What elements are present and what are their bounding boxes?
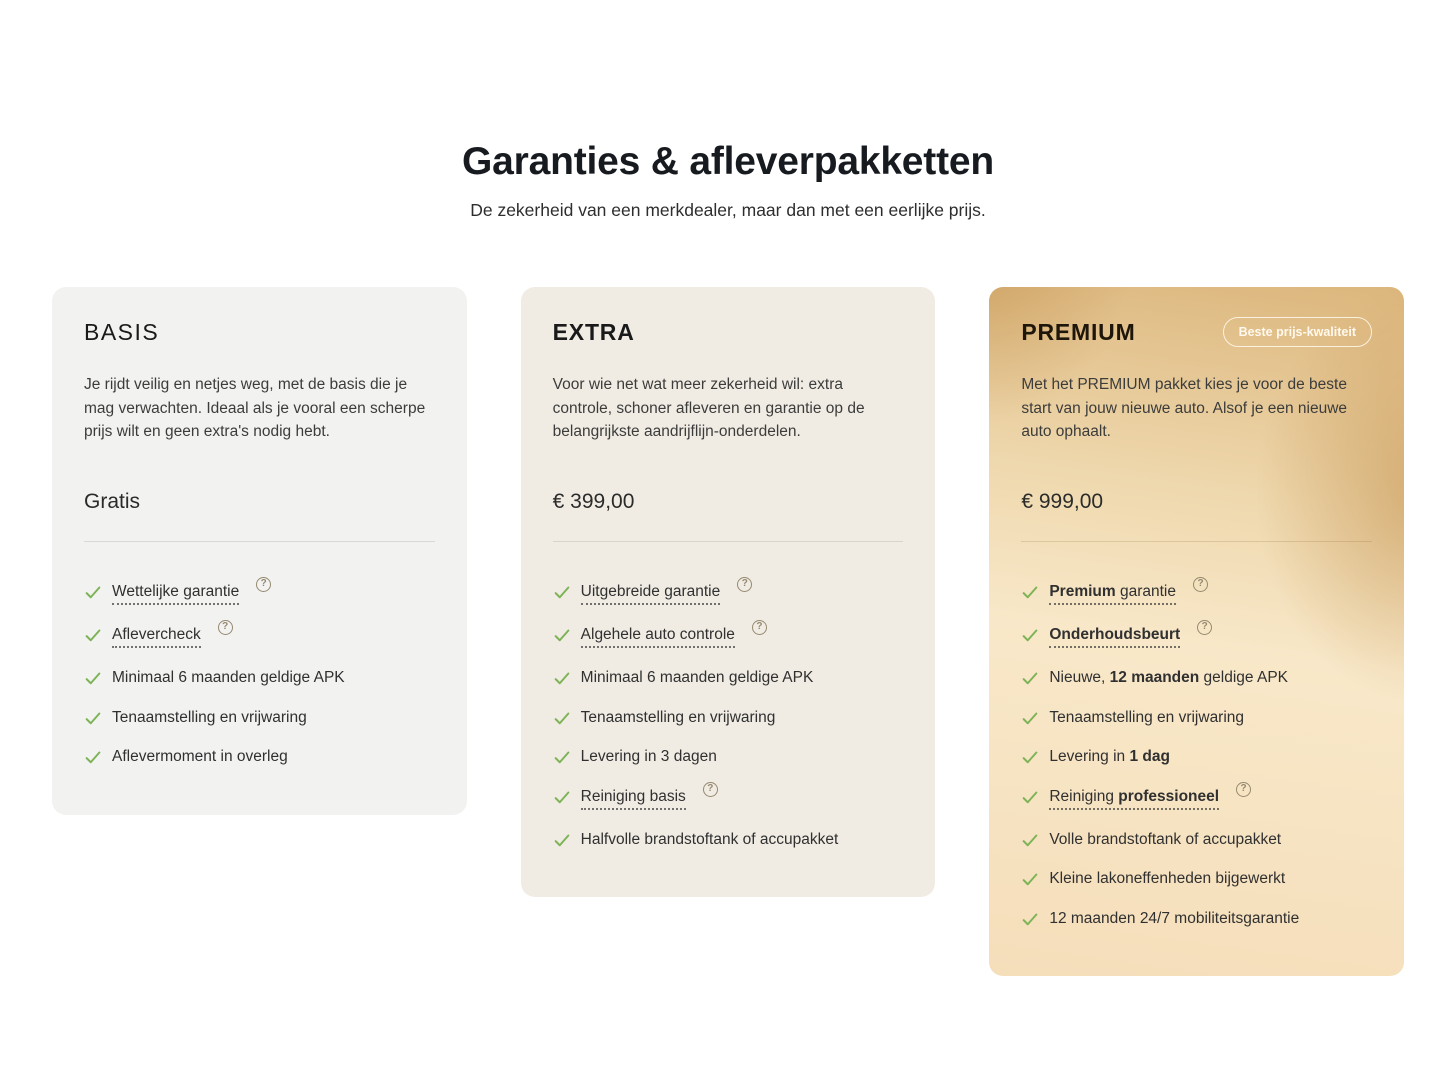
- feature-item: [1021, 621, 1372, 648]
- card-premium-header: [1021, 317, 1372, 347]
- check-icon: [1021, 626, 1039, 644]
- page-subtitle: De zekerheid van een merkdealer, maar dan met een eerlijke prijs.: [470, 200, 986, 220]
- help-icon[interactable]: ?: [1236, 782, 1251, 797]
- check-icon: [1021, 831, 1039, 849]
- feature-label[interactable]: Reiniging professioneel: [1049, 787, 1219, 810]
- feature-label[interactable]: Aflevercheck: [112, 625, 201, 648]
- check-icon: [1021, 870, 1039, 888]
- feature-item: [1021, 830, 1372, 849]
- card-premium-description: Met het PREMIUM pakket kies je voor de beste start van jouw nieuwe auto. Alsof je een nieuwe auto ophaalt.: [1021, 376, 1348, 441]
- card-extra: [521, 287, 936, 897]
- check-icon: [84, 709, 102, 727]
- help-icon[interactable]: ?: [703, 782, 718, 797]
- card-premium-price: € 999,00: [1021, 489, 1104, 513]
- card-extra-feature-list: [553, 577, 904, 850]
- section-header: [0, 140, 1456, 221]
- divider: [553, 541, 904, 542]
- feature-item: [1021, 869, 1372, 888]
- feature-item: [553, 668, 904, 687]
- divider: [84, 541, 435, 542]
- feature-item: [1021, 708, 1372, 727]
- feature-item: [553, 621, 904, 648]
- check-icon: [1021, 669, 1039, 687]
- feature-item: [84, 577, 435, 605]
- check-icon: [84, 748, 102, 766]
- pricing-cards: [52, 287, 1404, 976]
- check-icon: [1021, 583, 1039, 601]
- check-icon: [553, 748, 571, 766]
- card-basis-feature-list: [84, 577, 435, 767]
- feature-item: [1021, 782, 1372, 810]
- divider: [1021, 541, 1372, 542]
- card-basis-header: [84, 317, 435, 347]
- feature-item: [84, 668, 435, 687]
- feature-item: [553, 577, 904, 605]
- card-basis: [52, 287, 467, 815]
- check-icon: [1021, 748, 1039, 766]
- feature-item: [553, 782, 904, 810]
- check-icon: [1021, 910, 1039, 928]
- feature-label[interactable]: Premium garantie: [1049, 582, 1176, 605]
- feature-label[interactable]: Uitgebreide garantie: [581, 582, 721, 605]
- help-icon[interactable]: ?: [256, 577, 271, 592]
- feature-label[interactable]: Algehele auto controle: [581, 625, 735, 648]
- help-icon[interactable]: ?: [737, 577, 752, 592]
- feature-label: Minimaal 6 maanden geldige APK: [580, 669, 814, 687]
- check-icon: [84, 583, 102, 601]
- feature-item: [1021, 909, 1372, 928]
- feature-item: [553, 747, 904, 766]
- check-icon: [1021, 709, 1039, 727]
- page-title: Garanties & afleverpakketten: [462, 140, 994, 183]
- card-extra-description: Voor wie net wat meer zekerheid wil: extra controle, schoner afleveren en garantie op de belangrijkste aandrijflijn-onderdelen.: [552, 376, 865, 441]
- feature-label: Tenaamstelling en vrijwaring: [1049, 708, 1245, 726]
- card-basis-description: Je rijdt veilig en netjes weg, met de basis die je mag verwachten. Ideaal als je vooral een scherpe prijs wilt en geen extra's nodig hebt.: [84, 376, 426, 441]
- card-basis-title: BASIS: [84, 318, 160, 345]
- check-icon: [84, 669, 102, 687]
- check-icon: [553, 788, 571, 806]
- feature-label[interactable]: Wettelijke garantie: [112, 582, 239, 605]
- help-icon[interactable]: ?: [1197, 620, 1212, 635]
- best-value-badge: Beste prijs-kwaliteit: [1223, 317, 1372, 347]
- feature-label: Aflevermoment in overleg: [112, 748, 288, 766]
- card-basis-price: Gratis: [84, 489, 141, 513]
- card-premium: [989, 287, 1404, 976]
- feature-label: Levering in 1 dag: [1049, 748, 1170, 766]
- feature-item: [84, 708, 435, 727]
- feature-label: Tenaamstelling en vrijwaring: [580, 708, 776, 726]
- feature-label: Minimaal 6 maanden geldige APK: [112, 669, 345, 687]
- card-premium-title: PREMIUM: [1021, 318, 1136, 345]
- feature-label: Tenaamstelling en vrijwaring: [112, 708, 307, 726]
- card-extra-title: EXTRA: [552, 318, 635, 345]
- card-premium-feature-list: [1021, 577, 1372, 928]
- feature-item: [1021, 577, 1372, 605]
- feature-label[interactable]: Onderhoudsbeurt: [1049, 625, 1180, 648]
- feature-item: [84, 621, 435, 648]
- feature-label: Halfvolle brandstoftank of accupakket: [580, 830, 839, 848]
- card-extra-header: [553, 317, 904, 347]
- check-icon: [553, 709, 571, 727]
- feature-item: [1021, 747, 1372, 766]
- feature-label: 12 maanden 24/7 mobiliteitsgarantie: [1049, 909, 1300, 927]
- help-icon[interactable]: ?: [218, 620, 233, 635]
- feature-item: [1021, 668, 1372, 687]
- feature-label: Levering in 3 dagen: [580, 748, 717, 766]
- check-icon: [84, 626, 102, 644]
- check-icon: [1021, 788, 1039, 806]
- help-icon[interactable]: ?: [752, 620, 767, 635]
- feature-label: Nieuwe, 12 maanden geldige APK: [1049, 669, 1289, 687]
- check-icon: [553, 583, 571, 601]
- card-extra-price: € 399,00: [552, 489, 635, 513]
- feature-label: Kleine lakoneffenheden bijgewerkt: [1049, 870, 1286, 888]
- check-icon: [553, 831, 571, 849]
- feature-label: Volle brandstoftank of accupakket: [1049, 830, 1282, 848]
- check-icon: [553, 626, 571, 644]
- feature-item: [553, 708, 904, 727]
- check-icon: [553, 669, 571, 687]
- feature-item: [84, 747, 435, 766]
- feature-item: [553, 830, 904, 849]
- help-icon[interactable]: ?: [1193, 577, 1208, 592]
- feature-label[interactable]: Reiniging basis: [581, 787, 686, 810]
